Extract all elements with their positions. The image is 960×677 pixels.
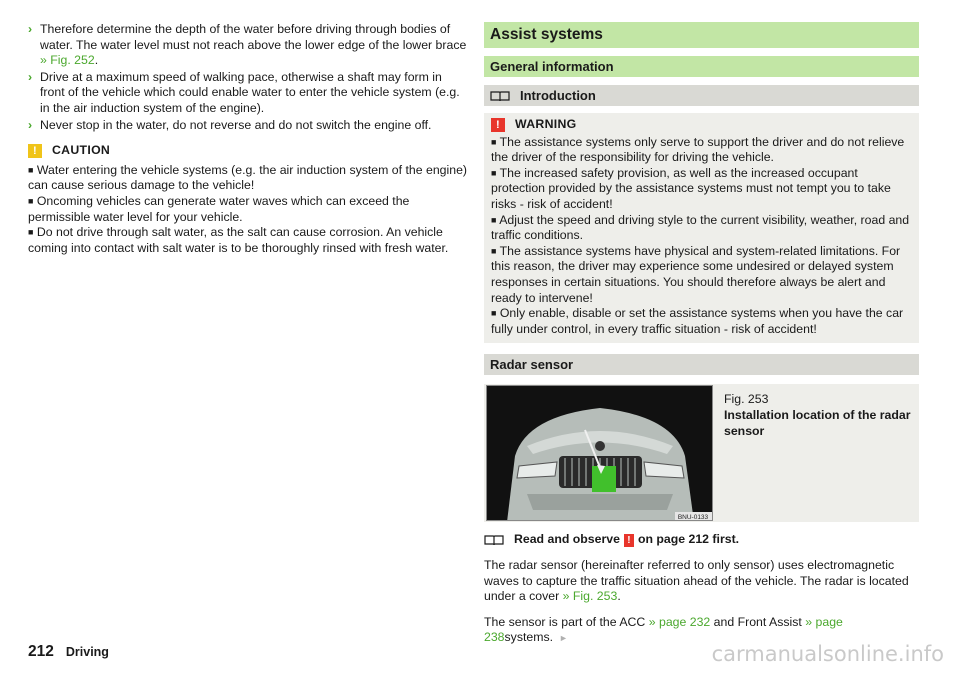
bullet-text: Never stop in the water, do not reverse and do not switch the engine off. (40, 117, 432, 132)
square-bullet-icon: ■ (491, 245, 497, 256)
car-front-image (486, 385, 713, 521)
square-bullet-icon: ■ (491, 167, 497, 178)
book-icon (490, 90, 510, 102)
read-observe-page: on page 212 first. (637, 532, 740, 547)
page-link[interactable]: » page 232 (648, 614, 711, 629)
right-column (484, 22, 919, 647)
warning-item (491, 213, 912, 244)
chevron-right-icon: › (28, 22, 33, 36)
chevron-right-icon: › (28, 69, 33, 84)
square-bullet-icon: ■ (491, 308, 497, 319)
paragraph-text: The radar sensor (hereinafter referred to only sensor) uses electromagnetic waves to capture the traffic situation ahead of the vehicle. The radar is located under a cover (484, 557, 909, 604)
paragraph-tail: . (617, 589, 621, 604)
warning-label: WARNING (515, 117, 577, 131)
caution-item (28, 163, 468, 194)
warning-text: The increased safety provision, as well as the increased occupant protection provided by the assistance systems must not tempt you to take risks - risk of accident! (491, 165, 891, 211)
section-name: Driving (65, 645, 109, 659)
square-bullet-icon: ■ (28, 195, 34, 206)
paragraph (484, 558, 919, 605)
left-column (28, 22, 468, 256)
read-observe-note (484, 532, 919, 548)
list-item (28, 22, 468, 69)
caution-header (28, 143, 468, 159)
bullet-text: Drive at a maximum speed of walking pace, otherwise a shaft may form in front of the vehicle which could enable water to enter the vehicle system (e.g. in the air induction system of the engine). (40, 69, 460, 115)
square-bullet-icon: ■ (491, 214, 497, 225)
continue-arrow-icon: ► (559, 633, 568, 644)
figure-link[interactable]: » Fig. 252 (40, 53, 95, 68)
watermark: carmanualsonline.info (711, 642, 944, 666)
warning-item (491, 306, 912, 337)
list-item (28, 70, 468, 117)
page-footer (28, 644, 109, 661)
chevron-right-icon: › (28, 117, 33, 132)
figure-title: Installation location of the radar sensor (724, 407, 911, 438)
warning-item (491, 166, 912, 213)
paragraph-text: systems. (504, 630, 554, 645)
caution-item (28, 225, 468, 256)
radar-heading: Radar sensor (484, 354, 919, 375)
car-front-illustration (487, 386, 713, 521)
image-code: BNU-0133 (677, 514, 709, 522)
caution-text: Water entering the vehicle systems (e.g. the air induction system of the engine) can cause serious damage to the vehicle! (28, 162, 468, 193)
warning-text: Adjust the speed and driving style to the current visibility, weather, road and traffic conditions. (491, 212, 910, 243)
caution-icon: ! (28, 144, 42, 158)
figure-link[interactable]: » Fig. 253 (562, 589, 618, 604)
page-link[interactable]: » page 238 (484, 614, 843, 645)
figure-caption (724, 392, 912, 439)
caution-text: Do not drive through salt water, as the salt can cause corrosion. An vehicle coming into contact with salt water is to be thoroughly rinsed with fresh water. (28, 225, 449, 255)
bullet-tail: . (94, 53, 99, 68)
page-number: 212 (28, 643, 54, 660)
warning-item (491, 244, 912, 306)
figure-number: Fig. 253 (724, 392, 769, 407)
warning-icon: ! (491, 118, 505, 132)
warning-text: The assistance systems have physical and system-related limitations. For this reason, the driver may experience some undesired or delayed system responses in certain situations. You should therefore always be alert and ready to intervene! (491, 243, 901, 305)
paragraph-text: and Front Assist (710, 614, 806, 629)
square-bullet-icon: ■ (28, 164, 34, 175)
square-bullet-icon: ■ (491, 136, 497, 147)
warning-header (491, 117, 912, 133)
caution-item (28, 194, 468, 225)
warning-text: The assistance systems only serve to support the driver and do not relieve the driver of the responsibility for driving the vehicle. (491, 134, 905, 165)
warning-box (484, 113, 919, 343)
read-observe-text: Read and observe (514, 532, 620, 547)
paragraph-text: The sensor is part of the ACC (484, 614, 649, 629)
warning-item (491, 135, 912, 166)
caution-text: Oncoming vehicles can generate water waves which can exceed the permissible water level for your vehicle. (28, 193, 410, 224)
bullet-text: Therefore determine the depth of the water before driving through bodies of water. The water level must not reach above the lower edge of the lower brace (40, 22, 467, 52)
book-icon (484, 534, 504, 546)
section-heading: Assist systems (484, 22, 919, 48)
caution-label: CAUTION (52, 143, 111, 158)
intro-label: Introduction (520, 88, 596, 103)
warning-icon: ! (624, 534, 634, 547)
figure (484, 384, 919, 522)
list-item (28, 118, 468, 134)
subsection-heading: General information (484, 56, 919, 77)
square-bullet-icon: ■ (28, 227, 34, 238)
warning-text: Only enable, disable or set the assistance systems when you have the car fully under control, in every traffic situation - risk of accident! (491, 306, 904, 336)
intro-heading (484, 85, 919, 106)
